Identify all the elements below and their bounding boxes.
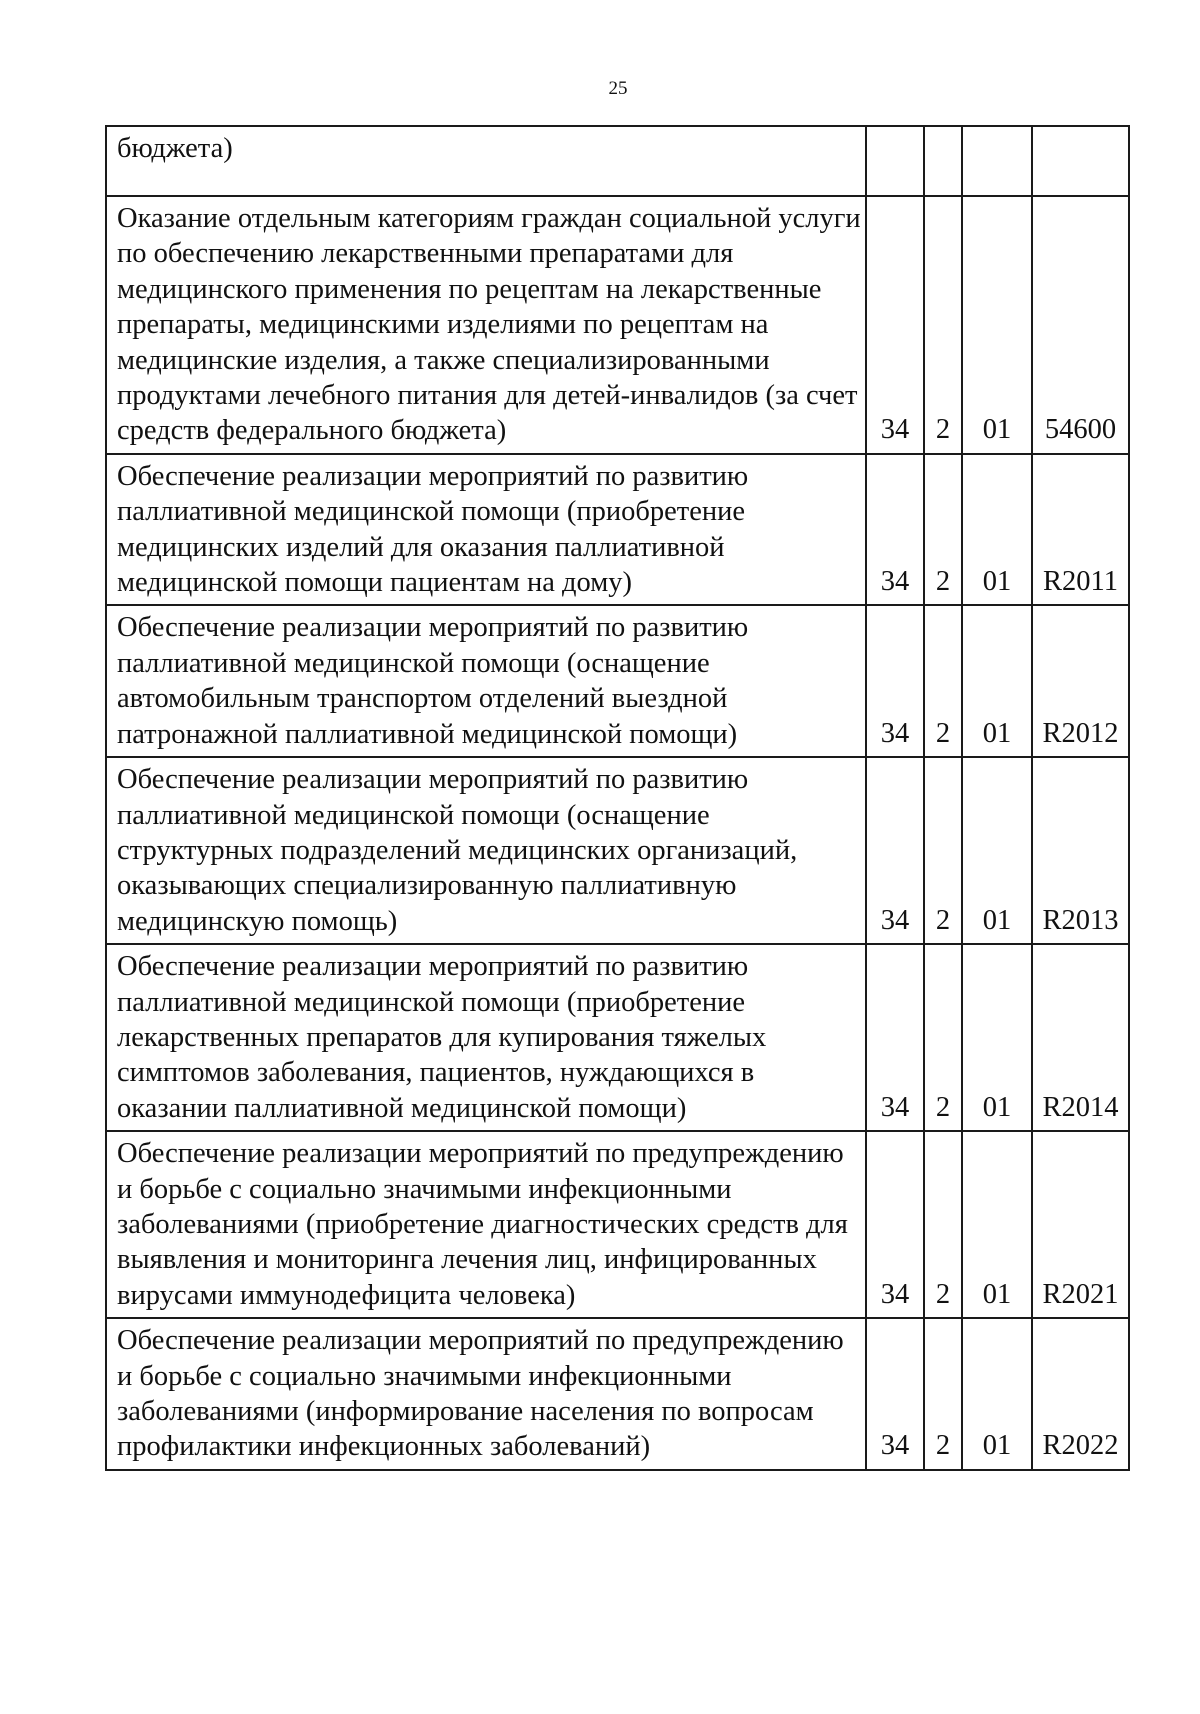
subprogram-code: 2 — [924, 605, 962, 757]
expense-direction-code: R2022 — [1032, 1318, 1129, 1470]
row-description: Оказание отдельным категориям граждан социальной услуги по обеспечению лекарственными препаратами для медицинского применения по рецептам на лекарственные препараты, медицинскими изделиями по рецептам на медицинские изделия, а также специализированными продуктами лечебного питания для детей-инвалидов (за счет средств федерального бюджета) — [106, 196, 866, 454]
main-activity-code: 01 — [962, 196, 1032, 454]
program-code — [866, 126, 924, 196]
expense-direction-code: R2011 — [1032, 454, 1129, 606]
budget-classification-table — [105, 125, 1130, 1471]
main-activity-code: 01 — [962, 1318, 1032, 1470]
row-description: Обеспечение реализации мероприятий по развитию паллиативной медицинской помощи (оснащение автомобильным транспортом отделений выездной патронажной паллиативной медицинской помощи) — [106, 605, 866, 757]
expense-direction-code: R2014 — [1032, 944, 1129, 1131]
table-row — [106, 1131, 1129, 1318]
expense-direction-code: R2021 — [1032, 1131, 1129, 1318]
subprogram-code: 2 — [924, 454, 962, 606]
expense-direction-code — [1032, 126, 1129, 196]
row-description: Обеспечение реализации мероприятий по развитию паллиативной медицинской помощи (оснащение структурных подразделений медицинских организаций, оказывающих специализированную паллиативную медицинскую помощь) — [106, 757, 866, 944]
subprogram-code: 2 — [924, 196, 962, 454]
row-description: Обеспечение реализации мероприятий по предупреждению и борьбе с социально значимыми инфекционными заболеваниями (информирование населения по вопросам профилактики инфекционных заболеваний) — [106, 1318, 866, 1470]
main-activity-code: 01 — [962, 757, 1032, 944]
table-row — [106, 196, 1129, 454]
subprogram-code: 2 — [924, 944, 962, 1131]
main-activity-code — [962, 126, 1032, 196]
subprogram-code: 2 — [924, 1131, 962, 1318]
row-description: Обеспечение реализации мероприятий по развитию паллиативной медицинской помощи (приобретение лекарственных препаратов для купирования тяжелых симптомов заболевания, пациентов, нуждающихся в оказании паллиативной медицинской помощи) — [106, 944, 866, 1131]
subprogram-code — [924, 126, 962, 196]
main-activity-code: 01 — [962, 944, 1032, 1131]
main-activity-code: 01 — [962, 454, 1032, 606]
program-code: 34 — [866, 196, 924, 454]
table-row — [106, 944, 1129, 1131]
program-code: 34 — [866, 605, 924, 757]
subprogram-code: 2 — [924, 757, 962, 944]
row-description: Обеспечение реализации мероприятий по предупреждению и борьбе с социально значимыми инфекционными заболеваниями (приобретение диагностических средств для выявления и мониторинга лечения лиц, инфицированных вирусами иммунодефицита человека) — [106, 1131, 866, 1318]
row-description: бюджета) — [106, 126, 866, 196]
expense-direction-code: R2012 — [1032, 605, 1129, 757]
table-row — [106, 757, 1129, 944]
program-code: 34 — [866, 757, 924, 944]
program-code: 34 — [866, 1131, 924, 1318]
table-row — [106, 126, 1129, 196]
row-description: Обеспечение реализации мероприятий по развитию паллиативной медицинской помощи (приобретение медицинских изделий для оказания паллиативной медицинской помощи пациентам на дому) — [106, 454, 866, 606]
page-number: 25 — [608, 78, 628, 99]
program-code: 34 — [866, 1318, 924, 1470]
table-row — [106, 1318, 1129, 1470]
table-row — [106, 605, 1129, 757]
table-row — [106, 454, 1129, 606]
program-code: 34 — [866, 944, 924, 1131]
main-activity-code: 01 — [962, 1131, 1032, 1318]
expense-direction-code: 54600 — [1032, 196, 1129, 454]
expense-direction-code: R2013 — [1032, 757, 1129, 944]
subprogram-code: 2 — [924, 1318, 962, 1470]
main-activity-code: 01 — [962, 605, 1032, 757]
program-code: 34 — [866, 454, 924, 606]
